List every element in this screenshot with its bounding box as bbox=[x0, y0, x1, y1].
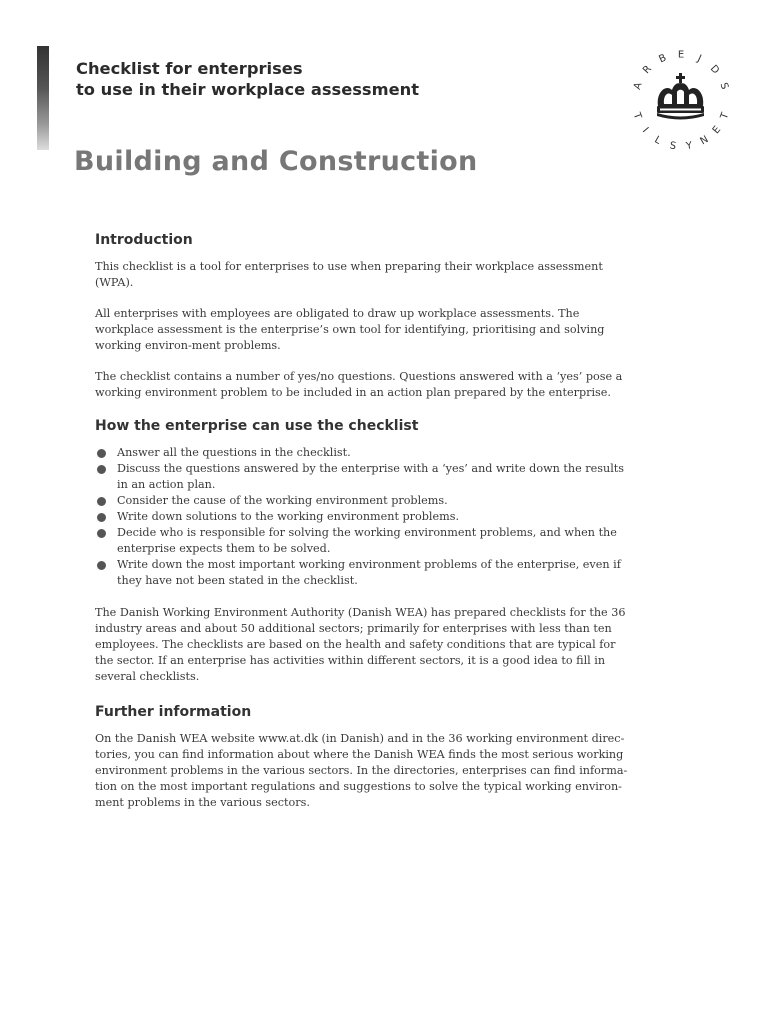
logo-arc-bottom-letter: N bbox=[698, 134, 711, 148]
bullet-icon bbox=[97, 561, 106, 570]
further-information-paragraph: On the Danish WEA website www.at.dk (in Danish) and in the 36 working environment direc-tories, you can find information about where the Danish WEA finds the most serious working environment problems in the various sectors. In the directories, enterprises can find informa-tion on the most important regulations and suggestions to solve the typical working environ-ment problems in the various sectors. bbox=[95, 732, 628, 809]
list-item bbox=[95, 525, 635, 557]
list-item bbox=[95, 509, 635, 525]
header-title-line1: Checklist for enterprises bbox=[76, 59, 303, 78]
introduction-section bbox=[95, 231, 635, 401]
bullet-icon bbox=[97, 497, 106, 506]
logo-arc-bottom-letter: T bbox=[718, 111, 732, 121]
list-item bbox=[95, 445, 635, 461]
logo-arc-top-letter: B bbox=[657, 52, 669, 66]
list-item-text: Answer all the questions in the checklist. bbox=[117, 446, 351, 459]
logo-arc-bottom-letter: S bbox=[668, 140, 677, 153]
header-title bbox=[76, 58, 419, 100]
list-item bbox=[95, 461, 635, 493]
bullet-icon bbox=[97, 529, 106, 538]
bullet-icon bbox=[97, 465, 106, 474]
logo-arc-top-letter: A bbox=[631, 81, 645, 92]
checklist-steps bbox=[95, 445, 635, 589]
logo-arc-top-letter: S bbox=[717, 81, 730, 91]
logo-arc-bottom-letter: Y bbox=[685, 140, 694, 153]
logo-arc-bottom-letter: E bbox=[710, 124, 724, 137]
further-information-heading: Further information bbox=[95, 704, 252, 720]
logo-arc-bottom-letter: I bbox=[639, 125, 651, 135]
logo-arc-bottom-letter: L bbox=[652, 134, 663, 147]
list-item bbox=[95, 493, 635, 509]
danish-wea-paragraph: The Danish Working Environment Authority (Danish WEA) has prepared checklists for the 36 industry areas and about 50 additional sectors; primarily for enterprises with less than ten employees. The checklists are based on the health and safety conditions that are typical for the sector. If an enterprise has activities within different sectors, it is a good idea to fill in several checklists. bbox=[95, 606, 626, 683]
how-to-use-section bbox=[95, 417, 635, 685]
intro-paragraph-1: This checklist is a tool for enterprises to use when preparing their workplace assessment (WPA). bbox=[95, 260, 603, 289]
intro-paragraph-2: All enterprises with employees are obligated to draw up workplace assessments. The workplace assessment is the enterprise’s own tool for identifying, prioritising and solving working environ-ment problems. bbox=[95, 307, 605, 352]
side-gradient-bar bbox=[37, 46, 49, 150]
logo-arc-top-letter: E bbox=[677, 49, 685, 61]
how-to-use-heading: How the enterprise can use the checklist bbox=[95, 418, 419, 434]
bullet-icon bbox=[97, 449, 106, 458]
list-item-text: Discuss the questions answered by the enterprise with a ‘yes’ and write down the results in an action plan. bbox=[117, 462, 625, 491]
logo-arc-top-letter: D bbox=[707, 63, 722, 77]
crown-icon bbox=[657, 73, 704, 120]
list-item-text: Consider the cause of the working environment problems. bbox=[117, 494, 448, 507]
logo-arc-bottom-letter: T bbox=[630, 111, 644, 121]
further-information-section bbox=[95, 703, 635, 811]
arbejdstilsynet-logo bbox=[620, 40, 742, 158]
page-title: Building and Construction bbox=[74, 146, 478, 177]
header-title-line2: to use in their workplace assessment bbox=[76, 80, 420, 99]
logo-arc-top-letter: J bbox=[695, 53, 703, 65]
content bbox=[95, 231, 635, 826]
bullet-icon bbox=[97, 513, 106, 522]
list-item-text: Decide who is responsible for solving the working environment problems, and when the enterprise expects them to be solved. bbox=[117, 526, 617, 555]
logo-arc-top-letter: R bbox=[641, 63, 654, 77]
intro-paragraph-3: The checklist contains a number of yes/no questions. Questions answered with a ‘yes’ pose a working environment problem to be included in an action plan prepared by the enterprise. bbox=[95, 370, 623, 399]
introduction-heading: Introduction bbox=[95, 232, 193, 248]
list-item-text: Write down solutions to the working environment problems. bbox=[117, 510, 460, 523]
list-item bbox=[95, 557, 635, 589]
list-item-text: Write down the most important working environment problems of the enterprise, even if they have not been stated in the checklist. bbox=[117, 558, 621, 587]
